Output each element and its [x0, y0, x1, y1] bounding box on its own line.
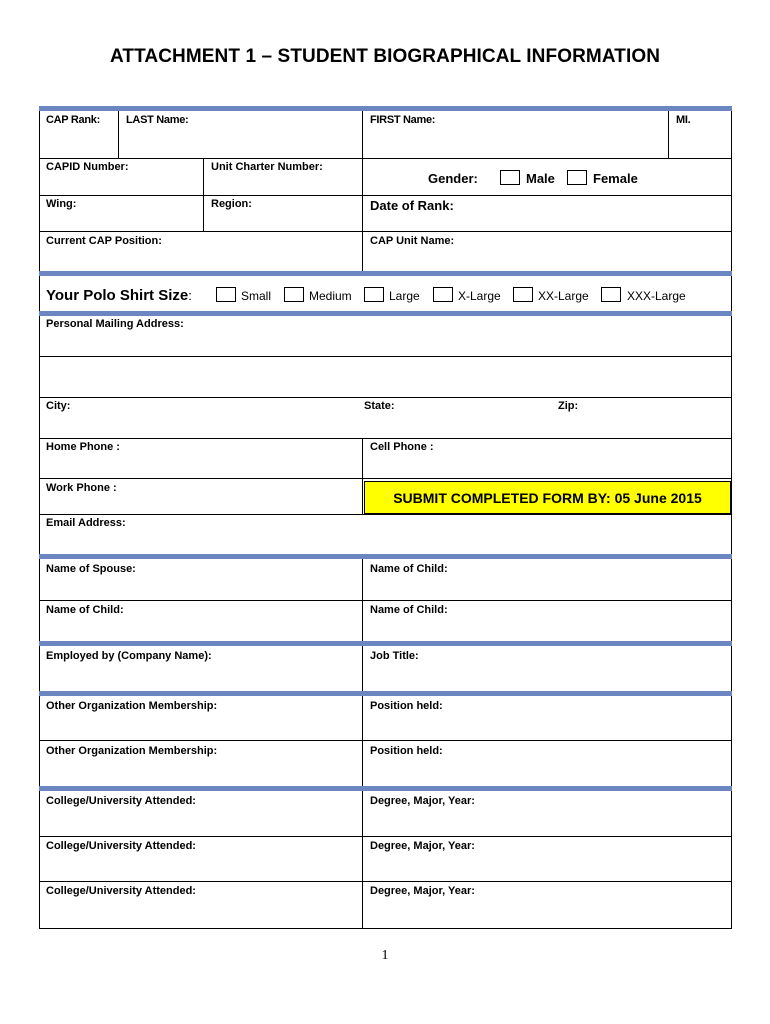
col-rule	[362, 559, 363, 641]
blue-bar	[39, 271, 732, 276]
college-label: College/University Attended:	[46, 795, 196, 807]
polo-size-label: Your Polo Shirt Size:	[46, 287, 192, 304]
size-xxxlarge-checkbox[interactable]	[601, 287, 621, 302]
blue-bar	[39, 106, 732, 111]
gender-label: Gender:	[428, 171, 478, 186]
cap-rank-label: CAP Rank:	[46, 114, 100, 126]
size-medium-checkbox[interactable]	[284, 287, 304, 302]
work-phone-label: Work Phone :	[46, 482, 117, 494]
size-xxlarge-checkbox[interactable]	[513, 287, 533, 302]
position-held-label: Position held:	[370, 700, 443, 712]
blue-bar	[39, 554, 732, 559]
submit-deadline-notice: SUBMIT COMPLETED FORM BY: 05 June 2015	[364, 481, 731, 514]
org-membership-label: Other Organization Membership:	[46, 700, 218, 712]
employer-label: Employed by (Company Name):	[46, 650, 212, 662]
gender-female-checkbox[interactable]	[567, 170, 587, 185]
college-label: College/University Attended:	[46, 885, 196, 897]
row-rule	[39, 740, 732, 741]
col-rule	[362, 111, 363, 271]
frame-left	[39, 106, 40, 929]
gender-female-label: Female	[593, 171, 638, 186]
mailing-address-label: Personal Mailing Address:	[46, 318, 184, 330]
degree-label: Degree, Major, Year:	[370, 795, 475, 807]
cell-phone-label: Cell Phone :	[370, 441, 434, 453]
row-rule	[39, 158, 732, 159]
blue-bar	[39, 786, 732, 791]
child-label: Name of Child:	[370, 604, 448, 616]
last-name-label: LAST Name:	[126, 114, 189, 126]
capid-label: CAPID Number:	[46, 161, 129, 173]
middle-initial-label: MI.	[676, 114, 691, 126]
position-held-label: Position held:	[370, 745, 443, 757]
current-position-label: Current CAP Position:	[46, 235, 162, 247]
size-xxxlarge-label: XXX-Large	[627, 289, 686, 303]
row-rule	[39, 478, 732, 479]
row-rule	[39, 514, 732, 515]
unit-name-label: CAP Unit Name:	[370, 235, 455, 247]
first-name-label: FIRST Name:	[370, 114, 436, 126]
size-small-label: Small	[241, 289, 272, 303]
row-rule	[39, 397, 732, 398]
spouse-label: Name of Spouse:	[46, 563, 136, 575]
frame-right	[731, 106, 732, 929]
row-rule	[39, 600, 732, 601]
org-membership-label: Other Organization Membership:	[46, 745, 218, 757]
form-title: ATTACHMENT 1 – STUDENT BIOGRAPHICAL INFORMATION	[109, 46, 661, 67]
gender-male-checkbox[interactable]	[500, 170, 520, 185]
row-rule	[39, 836, 732, 837]
size-small-checkbox[interactable]	[216, 287, 236, 302]
child-label: Name of Child:	[46, 604, 124, 616]
page-number: 1	[381, 948, 389, 963]
size-large-label: Large	[389, 289, 420, 303]
college-label: College/University Attended:	[46, 840, 196, 852]
gender-male-label: Male	[526, 171, 555, 186]
frame-bottom	[39, 928, 732, 929]
col-rule	[362, 646, 363, 691]
blue-bar	[39, 641, 732, 646]
home-phone-label: Home Phone :	[46, 441, 120, 453]
row-rule	[39, 881, 732, 882]
row-rule	[39, 438, 732, 439]
size-large-checkbox[interactable]	[364, 287, 384, 302]
size-xlarge-checkbox[interactable]	[433, 287, 453, 302]
blue-bar	[39, 311, 732, 316]
degree-label: Degree, Major, Year:	[370, 885, 475, 897]
blue-bar	[39, 691, 732, 696]
zip-label: Zip:	[558, 400, 579, 412]
size-xlarge-label: X-Large	[458, 289, 501, 303]
col-rule	[362, 438, 363, 514]
row-rule	[39, 356, 732, 357]
row-rule	[39, 231, 732, 232]
wing-label: Wing:	[46, 198, 77, 210]
size-medium-label: Medium	[309, 289, 352, 303]
col-rule	[118, 111, 119, 158]
child-label: Name of Child:	[370, 563, 448, 575]
email-label: Email Address:	[46, 517, 126, 529]
col-rule	[203, 158, 204, 231]
degree-label: Degree, Major, Year:	[370, 840, 475, 852]
row-rule	[39, 195, 732, 196]
date-of-rank-label: Date of Rank:	[370, 198, 454, 213]
col-rule	[362, 696, 363, 786]
col-rule	[668, 111, 669, 158]
region-label: Region:	[211, 198, 252, 210]
job-title-label: Job Title:	[370, 650, 419, 662]
unit-charter-label: Unit Charter Number:	[211, 161, 323, 173]
size-xxlarge-label: XX-Large	[538, 289, 589, 303]
col-rule	[362, 791, 363, 928]
city-label: City:	[46, 400, 71, 412]
state-label: State:	[364, 400, 395, 412]
